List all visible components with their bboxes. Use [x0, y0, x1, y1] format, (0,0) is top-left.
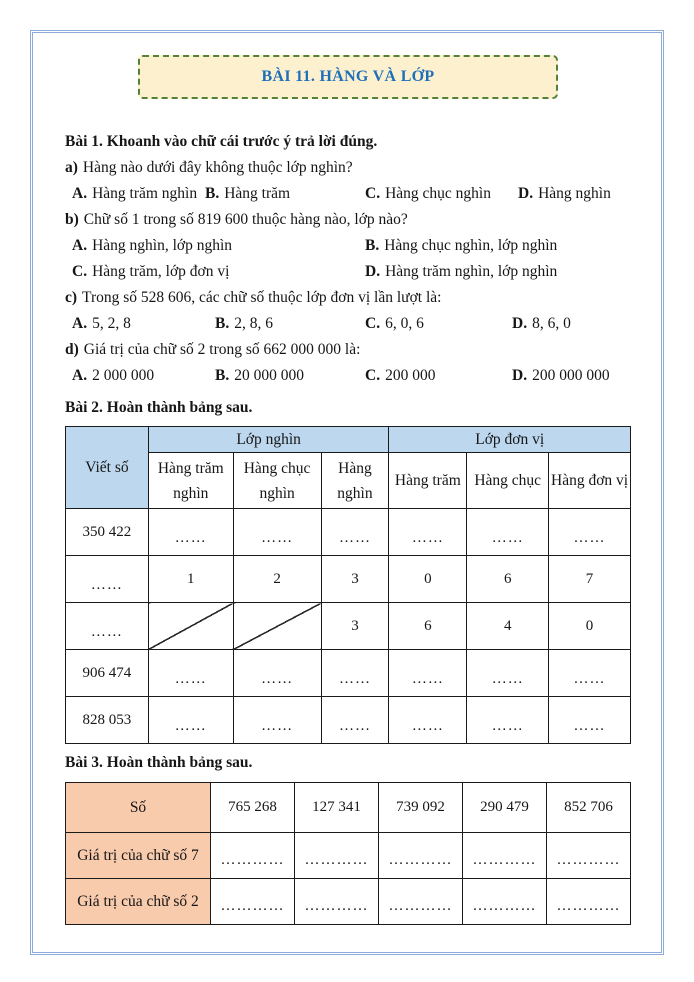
- question-d-text: Giá trị của chữ số 2 trong số 662 000 000 là:: [83, 341, 361, 358]
- option-text: 200 000: [385, 367, 436, 384]
- question-a: [65, 155, 631, 181]
- option-letter: A.: [72, 185, 88, 202]
- answer-blank-cell: …………: [295, 879, 379, 925]
- answer-blank-cell: ……: [148, 697, 233, 744]
- table1-group-lop-nghin: Lớp nghìn: [148, 427, 389, 453]
- answer-blank-cell: ……: [549, 697, 631, 744]
- question-b-options-row1: [65, 233, 631, 259]
- answer-blank-cell: …………: [379, 833, 463, 879]
- option-a-C: [365, 185, 518, 203]
- question-c: [65, 285, 631, 311]
- question-a-options: [65, 181, 631, 207]
- answer-blank-cell: ……: [233, 697, 321, 744]
- exercise2-heading: Bài 2. Hoàn thành bảng sau.: [65, 399, 253, 416]
- digit-cell: 0: [549, 603, 631, 650]
- answer-blank-cell: ……: [321, 509, 389, 556]
- option-a-A: [72, 185, 205, 203]
- answer-blank-cell: ……: [467, 697, 549, 744]
- table1-group-lop-don-vi: Lớp đơn vị: [389, 427, 631, 453]
- option-letter: D.: [518, 185, 534, 202]
- question-d-options: [65, 363, 631, 389]
- worksheet-content: [33, 33, 661, 925]
- option-letter: B.: [205, 185, 220, 202]
- option-letter: C.: [365, 315, 381, 332]
- question-b: [65, 207, 631, 233]
- digit-cell: 2: [233, 556, 321, 603]
- option-d-C: [365, 367, 512, 385]
- viet-so-cell: 828 053: [66, 697, 149, 744]
- option-c-A: [72, 315, 215, 333]
- option-c-B: [215, 315, 365, 333]
- answer-blank-cell: …………: [379, 879, 463, 925]
- lesson-title-banner: BÀI 11. HÀNG VÀ LỚP: [138, 55, 558, 99]
- option-a-B: [205, 185, 365, 203]
- question-d: [65, 337, 631, 363]
- crossed-out-cell: [148, 603, 233, 650]
- option-b-A: [72, 237, 365, 255]
- digit-cell: 0: [389, 556, 467, 603]
- option-d-D: [512, 367, 631, 385]
- viet-so-cell: 906 474: [66, 650, 149, 697]
- option-text: 2 000 000: [92, 367, 155, 384]
- table-row: [66, 650, 631, 697]
- answer-blank-cell: ……: [148, 509, 233, 556]
- question-a-text: Hàng nào dưới đây không thuộc lớp nghìn?: [82, 159, 353, 176]
- digit-cell: 6: [467, 556, 549, 603]
- option-text: Hàng chục nghìn, lớp nghìn: [384, 237, 558, 254]
- answer-blank-cell: ……: [389, 697, 467, 744]
- answer-blank-cell: …………: [295, 833, 379, 879]
- option-letter: B.: [215, 367, 230, 384]
- option-b-B: [365, 237, 631, 255]
- answer-blank-cell: ……: [389, 650, 467, 697]
- viet-so-blank-cell: ……: [66, 603, 149, 650]
- option-letter: D.: [512, 367, 528, 384]
- answer-blank-cell: …………: [211, 879, 295, 925]
- table-row: [66, 509, 631, 556]
- question-d-label: d): [65, 341, 79, 358]
- option-letter: A.: [72, 237, 88, 254]
- digit-cell: 3: [321, 556, 389, 603]
- answer-blank-cell: ……: [467, 650, 549, 697]
- number-cell: 127 341: [295, 783, 379, 833]
- digit-cell: 7: [549, 556, 631, 603]
- table2-so-header: Số: [66, 783, 211, 833]
- digit-cell: 1: [148, 556, 233, 603]
- exercise1-heading: Bài 1. Khoanh vào chữ cái trước ý trả lời đúng.: [65, 133, 378, 150]
- table1-col-header: Hàng chục nghìn: [233, 453, 321, 509]
- page-border-frame: [30, 30, 664, 955]
- number-cell: 765 268: [211, 783, 295, 833]
- question-b-text: Chữ số 1 trong số 819 600 thuộc hàng nào, lớp nào?: [83, 211, 408, 228]
- answer-blank-cell: …………: [547, 833, 631, 879]
- question-c-text: Trong số 528 606, các chữ số thuộc lớp đơn vị lần lượt là:: [82, 289, 442, 306]
- option-text: 20 000 000: [234, 367, 304, 384]
- title-banner-wrap: [65, 55, 631, 99]
- answer-blank-cell: ……: [321, 697, 389, 744]
- option-letter: A.: [72, 315, 88, 332]
- question-c-label: c): [65, 289, 78, 306]
- answer-blank-cell: …………: [211, 833, 295, 879]
- option-text: Hàng nghìn, lớp nghìn: [92, 237, 233, 254]
- answer-blank-cell: ……: [233, 650, 321, 697]
- exercise3-heading: Bài 3. Hoàn thành bảng sau.: [65, 754, 253, 771]
- table1-col-header: Hàng nghìn: [321, 453, 389, 509]
- table1-col-header: Hàng chục: [467, 453, 549, 509]
- number-cell: 290 479: [463, 783, 547, 833]
- option-letter: D.: [512, 315, 528, 332]
- question-a-label: a): [65, 159, 78, 176]
- option-b-D: [365, 263, 631, 281]
- answer-blank-cell: ……: [321, 650, 389, 697]
- digit-cell: 6: [389, 603, 467, 650]
- row-label-digit-7: Giá trị của chữ số 7: [66, 833, 211, 879]
- option-text: 6, 0, 6: [385, 315, 424, 332]
- number-cell: 852 706: [547, 783, 631, 833]
- answer-blank-cell: ……: [467, 509, 549, 556]
- option-text: 5, 2, 8: [92, 315, 131, 332]
- question-b-label: b): [65, 211, 79, 228]
- option-c-C: [365, 315, 512, 333]
- question-b-options-row2: [65, 259, 631, 285]
- crossed-out-cell: [233, 603, 321, 650]
- option-b-C: [72, 263, 365, 281]
- option-letter: B.: [215, 315, 230, 332]
- table-row: [66, 556, 631, 603]
- option-text: 200 000 000: [532, 367, 610, 384]
- option-a-D: [518, 185, 631, 203]
- question-c-options: [65, 311, 631, 337]
- digit-value-table: [65, 782, 631, 925]
- table1-col-header: Hàng đơn vị: [549, 453, 631, 509]
- answer-blank-cell: ……: [148, 650, 233, 697]
- table-row: [66, 879, 631, 925]
- option-text: Hàng nghìn: [538, 185, 611, 202]
- table1-col-header: Hàng trăm: [389, 453, 467, 509]
- option-letter: B.: [365, 237, 380, 254]
- answer-blank-cell: …………: [463, 833, 547, 879]
- table1-corner-header: Viết số: [66, 427, 149, 509]
- option-text: Hàng trăm: [224, 185, 291, 202]
- viet-so-cell: 350 422: [66, 509, 149, 556]
- option-letter: D.: [365, 263, 381, 280]
- digit-cell: 4: [467, 603, 549, 650]
- row-label-digit-2: Giá trị của chữ số 2: [66, 879, 211, 925]
- option-letter: C.: [365, 367, 381, 384]
- option-d-A: [72, 367, 215, 385]
- table-row: [66, 603, 631, 650]
- table-row: [66, 697, 631, 744]
- option-text: Hàng chục nghìn: [385, 185, 491, 202]
- table-row: [66, 783, 631, 833]
- answer-blank-cell: …………: [463, 879, 547, 925]
- table-row: [66, 833, 631, 879]
- option-text: Hàng trăm, lớp đơn vị: [92, 263, 230, 280]
- viet-so-blank-cell: ……: [66, 556, 149, 603]
- table1-col-header: Hàng trăm nghìn: [148, 453, 233, 509]
- option-letter: C.: [365, 185, 381, 202]
- option-letter: C.: [72, 263, 88, 280]
- answer-blank-cell: ……: [389, 509, 467, 556]
- option-text: Hàng trăm nghìn, lớp nghìn: [385, 263, 558, 280]
- answer-blank-cell: ……: [549, 650, 631, 697]
- answer-blank-cell: ……: [233, 509, 321, 556]
- option-c-D: [512, 315, 631, 333]
- option-letter: A.: [72, 367, 88, 384]
- option-text: Hàng trăm nghìn: [92, 185, 198, 202]
- answer-blank-cell: …………: [547, 879, 631, 925]
- digit-cell: 3: [321, 603, 389, 650]
- place-value-table: [65, 426, 631, 744]
- answer-blank-cell: ……: [549, 509, 631, 556]
- option-d-B: [215, 367, 365, 385]
- option-text: 8, 6, 0: [532, 315, 571, 332]
- number-cell: 739 092: [379, 783, 463, 833]
- option-text: 2, 8, 6: [234, 315, 273, 332]
